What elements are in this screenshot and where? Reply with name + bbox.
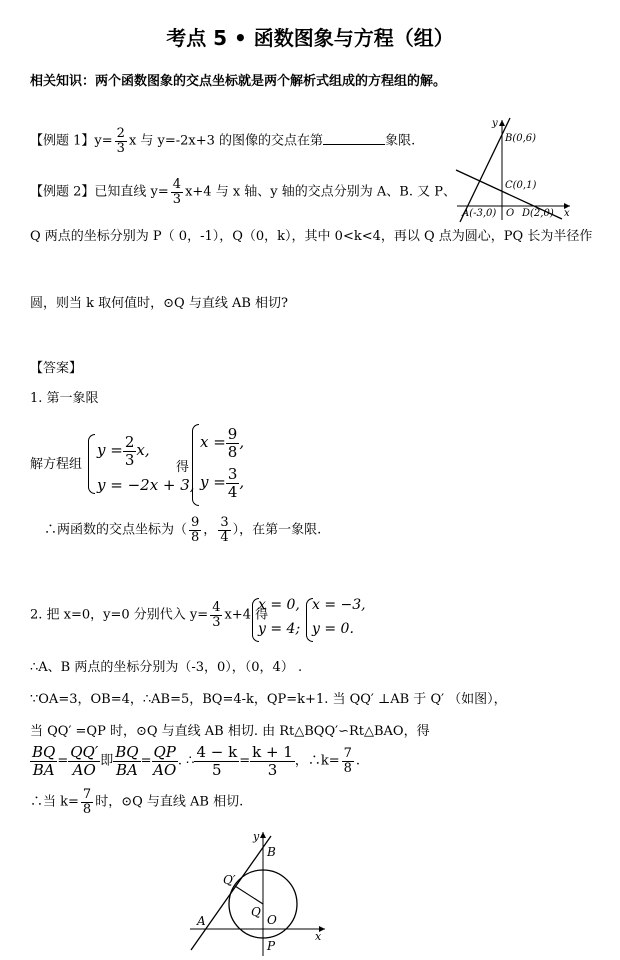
- answer-2-line-4: 当 QQ′ =QP 时，⊙Q 与直线 AB 相切. 由 Rt△BQQ′∽Rt△BAO，得: [30, 724, 430, 739]
- answer-2-line-3: ∵OA=3，OB=4，∴AB=5，BQ=4-k，QP=k+1. 当 QQ′ ⊥AB 于 Q′ （如图），: [30, 692, 507, 707]
- example-2: 【例题 2】已知直线 y= $\frac{4}{3}$ x+4 与 x 轴、y 轴的交点分别为 A、B. 又 P、: [30, 177, 456, 207]
- figure-1-x-label: x: [564, 208, 570, 219]
- answer-blank: [323, 132, 385, 145]
- figure-2-point-B: B: [267, 845, 276, 859]
- figure-2-point-Q: Q: [251, 905, 261, 919]
- example-2-label: 【例题 2】: [30, 184, 95, 200]
- figure-2-point-A: A: [197, 914, 206, 928]
- figure-2-point-O: O: [267, 913, 277, 927]
- example-1: 【例题 1】y= $\frac{2}{3}$ x 与 y=-2x+3 的图像的交点在第 象限.: [30, 126, 416, 156]
- de-label: 得: [176, 460, 190, 475]
- figure-1-point-C: C(0,1): [505, 180, 537, 191]
- knowledge-note: 相关知识：两个函数图象的交点坐标就是两个解析式组成的方程组的解。: [30, 74, 447, 89]
- solve-label: 解方程组: [30, 457, 83, 472]
- figure-1-point-A: A(-3,0): [462, 208, 497, 219]
- answer-2-line-1: 2. 把 x=0，y=0 分别代入 y= $\frac{4}{3}$ x+4 得: [30, 600, 269, 630]
- answer-heading: 【答案】: [30, 361, 83, 376]
- example-1-label: 【例题 1】: [30, 133, 95, 149]
- page-title: 考点 5 • 函数图象与方程（组）: [166, 26, 454, 50]
- figure-2-line-AB: [191, 836, 271, 950]
- answer-1-line: 1. 第一象限: [30, 391, 99, 406]
- figure-2-point-Q': Q′: [223, 873, 236, 887]
- system-1-eq-a: x = 0,: [258, 597, 300, 613]
- answer-2-line-2: ∴A、B 两点的坐标分别为（-3，0），（0，4） .: [30, 660, 303, 675]
- ratio-equation: $\frac{BQ}{BA}$ = $\frac{QQ'}{AO}$ 即 $\frac{BQ}{BA}$ = $\frac{QP}{AO}$ . ∴ $\frac{4 - k}{5}$ = $\frac{k + 1}{3}$ ，∴k= $\frac{7}{8}$ .: [32, 743, 361, 779]
- system-2-eq-a: x = −3,: [312, 597, 366, 613]
- system-2-eq-b: y = 0.: [312, 621, 354, 637]
- right-brace: [192, 424, 199, 506]
- figure-1-y-label: y: [492, 118, 498, 129]
- figure-2-y-label: y: [253, 830, 260, 843]
- figure-1-graph: [452, 112, 577, 224]
- figure-2-point-P: P: [267, 939, 276, 953]
- figure-2-segment-QQ': [235, 886, 263, 904]
- figure-1-point-B: B(0,6): [505, 133, 537, 144]
- left-brace: [88, 434, 95, 494]
- solution-x: x = $\frac{9}{8}$ ,: [200, 425, 245, 461]
- figure-1-point-O: O: [506, 208, 515, 219]
- solution-y: y = $\frac{3}{4}$ ,: [200, 465, 245, 501]
- answer-2-final: ∴当 k= $\frac{7}{8}$ 时，⊙Q 与直线 AB 相切.: [30, 787, 244, 817]
- figure-2-x-label: x: [315, 930, 322, 943]
- equation-1: y = $\frac{2}{3}$ x,: [97, 433, 150, 469]
- figure-2-y-arrow: [260, 832, 266, 838]
- fraction: $\frac{4}{3}$: [172, 177, 182, 207]
- figure-1-point-D: D(2,0): [522, 208, 554, 219]
- fraction: $\frac{2}{3}$: [116, 126, 125, 156]
- equation-2: y = −2x + 3,: [97, 476, 195, 494]
- figure-2-graph: [185, 828, 335, 958]
- example-2-line-2: Q 两点的坐标分别为 P（ 0，-1），Q（0，k），其中 0<k<4，再以 Q 点为圆心，PQ 长为半径作: [30, 229, 593, 244]
- example-2-line-3: 圆，则当 k 取何值时，⊙Q 与直线 AB 相切?: [30, 296, 289, 311]
- system-1-eq-b: y = 4;: [258, 621, 301, 637]
- figure-1-y-arrow: [499, 120, 505, 126]
- answer-1-conclusion: ∴两函数的交点坐标为（ $\frac{9}{8}$ ， $\frac{3}{4}$ ），在第一象限.: [44, 515, 322, 545]
